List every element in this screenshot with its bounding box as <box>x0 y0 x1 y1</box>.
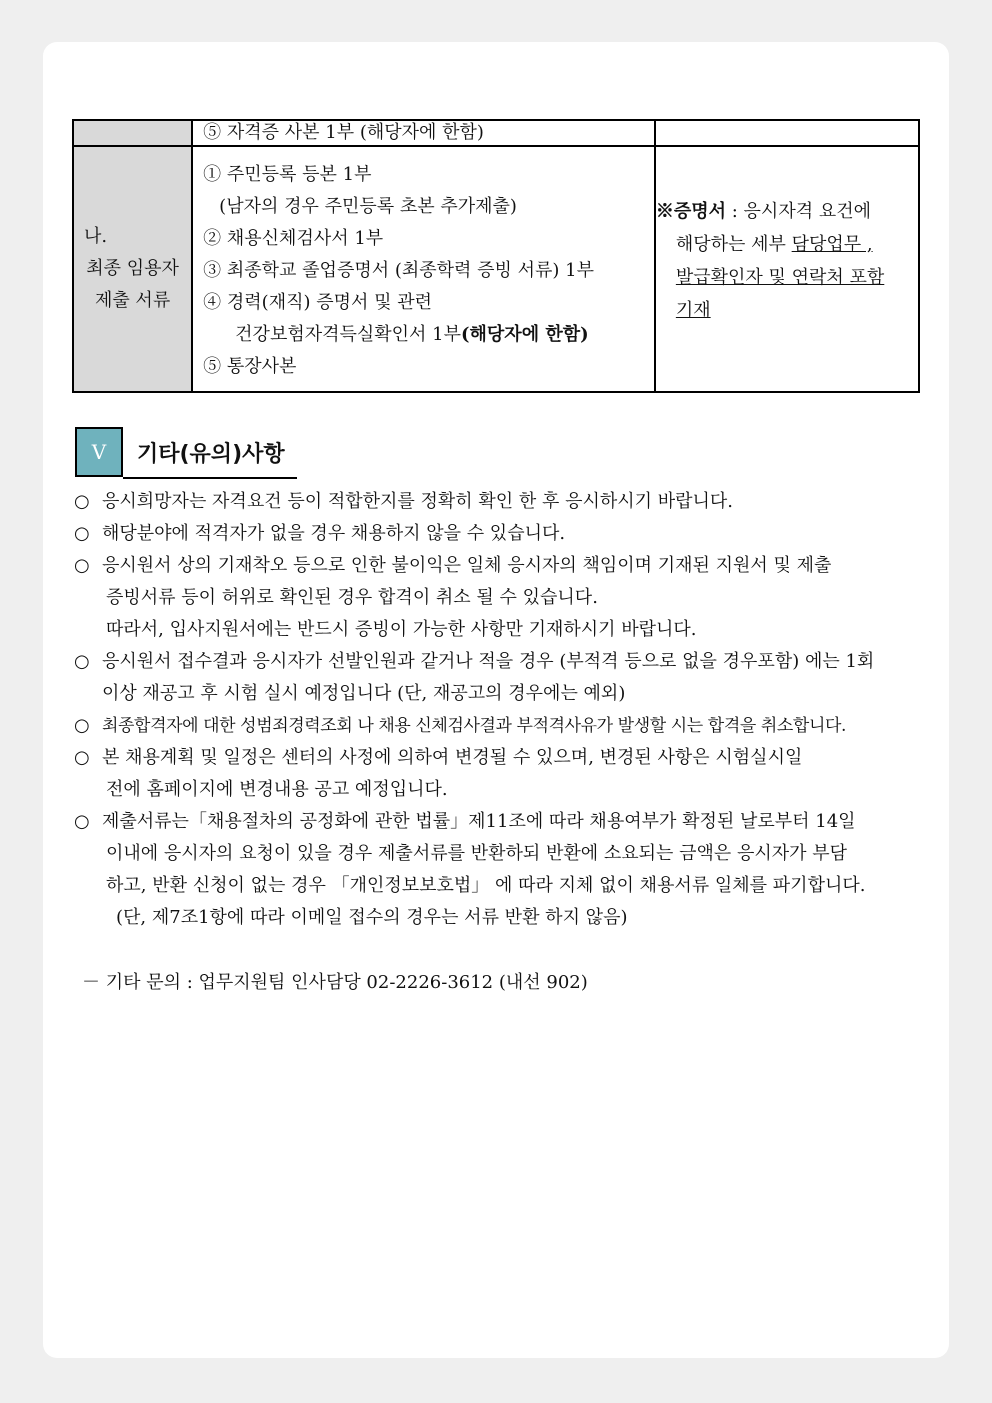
list-item <box>74 646 924 710</box>
note-line: 이내에 응시자의 요청이 있을 경우 제출서류를 반환하되 반환에 소요되는 금액은 응시자가 부담 <box>106 843 848 864</box>
circle-bullet-icon: ○ <box>74 555 90 576</box>
note-line: 따라서, 입사지원서에는 반드시 증빙이 가능한 사항만 기재하시기 바랍니다. <box>106 619 697 640</box>
note-text: : 응시자격 요건에 <box>726 201 871 222</box>
note-line: 하고, 반환 신청이 없는 경우 「개인정보보호법」 에 따라 지체 없이 채용서류 일체를 파기합니다. <box>106 875 866 896</box>
list-item <box>74 550 924 646</box>
section-underline <box>123 477 297 479</box>
note-line: 해당분야에 적격자가 없을 경우 채용하지 않을 수 있습니다. <box>102 523 566 544</box>
note-line: 이상 재공고 후 시험 실시 예정입니다 (단, 재공고의 경우에는 예외) <box>102 683 626 704</box>
note-underlined: 발급확인자 및 연락처 포함 <box>675 267 885 288</box>
circle-bullet-icon: ○ <box>74 747 90 768</box>
note-line: 제출서류는「채용절차의 공정화에 관한 법률」제11조에 따라 채용여부가 확정된 날로부터 14일 <box>102 811 856 832</box>
circle-bullet-icon: ○ <box>74 651 90 672</box>
section-title: 기타(유의)사항 <box>137 442 285 467</box>
table-cell-note <box>655 120 919 146</box>
list-item <box>74 518 924 550</box>
list-item: ① 주민등록 등본 1부 <box>203 164 372 185</box>
list-item: (남자의 경우 주민등록 초본 추가제출) <box>219 196 517 217</box>
table-cell-note <box>655 146 919 392</box>
note-continuation <box>656 228 918 261</box>
list-item <box>74 710 924 742</box>
note-line: 응시희망자는 자격요건 등이 적합한지를 정확히 확인 한 후 응시하시기 바랍니다. <box>102 491 734 512</box>
documents-table <box>72 119 920 393</box>
list-item-emphasis: (해당자에 한함) <box>461 324 589 345</box>
circle-bullet-icon: ○ <box>74 523 90 544</box>
notes-list <box>74 486 924 934</box>
note-line: 본 채용계획 및 일정은 센터의 사정에 의하여 변경될 수 있으며, 변경된 사항은 시험실시일 <box>102 747 803 768</box>
label-line: 최종 임용자 <box>86 258 179 279</box>
table-cell-label <box>73 120 192 146</box>
note-line: 증빙서류 등이 허위로 확인된 경우 합격이 취소 될 수 있습니다. <box>106 587 598 608</box>
list-item: ② 채용신체검사서 1부 <box>203 228 384 249</box>
circle-bullet-icon: ○ <box>74 491 90 512</box>
note-line: 전에 홈페이지에 변경내용 공고 예정입니다. <box>106 779 448 800</box>
list-item-text: 건강보험자격득실확인서 1부 <box>235 324 462 345</box>
table-row <box>73 146 919 392</box>
note-line: (단, 제7조1항에 따라 이메일 접수의 경우는 서류 반환 하지 않음) <box>116 907 628 928</box>
list-item <box>74 806 924 934</box>
list-item: ③ 최종학교 졸업증명서 (최종학력 증빙 서류) 1부 <box>203 260 594 281</box>
table-cell-label <box>73 146 192 392</box>
list-item <box>203 319 654 351</box>
table-row <box>73 120 919 146</box>
circle-bullet-icon: ○ <box>74 811 90 832</box>
note-label: ※증명서 <box>655 201 727 222</box>
note-line: 응시원서 상의 기재착오 등으로 인한 불이익은 일체 응시자의 책임이며 기재된 지원서 및 제출 <box>102 555 832 576</box>
note-line: 응시원서 접수결과 응시자가 선발인원과 같거나 적을 경우 (부적격 등으로 없을 경우포함) 에는 1회 <box>102 651 875 672</box>
table-cell-item: ⑤ 자격증 사본 1부 (해당자에 한함) <box>192 120 655 146</box>
list-item: ④ 경력(재직) 증명서 및 관련 <box>203 292 432 313</box>
note-line: 최종합격자에 대한 성범죄경력조회 나 채용 신체검사결과 부적격사유가 발생할 시는 합격을 취소합니다. <box>102 716 846 736</box>
circle-bullet-icon: ○ <box>74 715 90 736</box>
note-underlined: 기재 <box>675 300 711 321</box>
table-cell-items <box>192 146 655 392</box>
label-line: 나. <box>84 226 108 247</box>
contact-info: － 기타 문의 : 업무지원팀 인사담당 02-2226-3612 (내선 902) <box>82 972 588 993</box>
label-line: 제출 서류 <box>94 290 171 311</box>
list-item: ⑤ 통장사본 <box>203 356 297 377</box>
list-item <box>74 486 924 518</box>
list-item <box>74 742 924 806</box>
section-number-box: V <box>75 427 123 477</box>
note-text: 해당하는 세부 <box>675 234 792 255</box>
note-underlined: 담당업무 , <box>791 234 873 255</box>
